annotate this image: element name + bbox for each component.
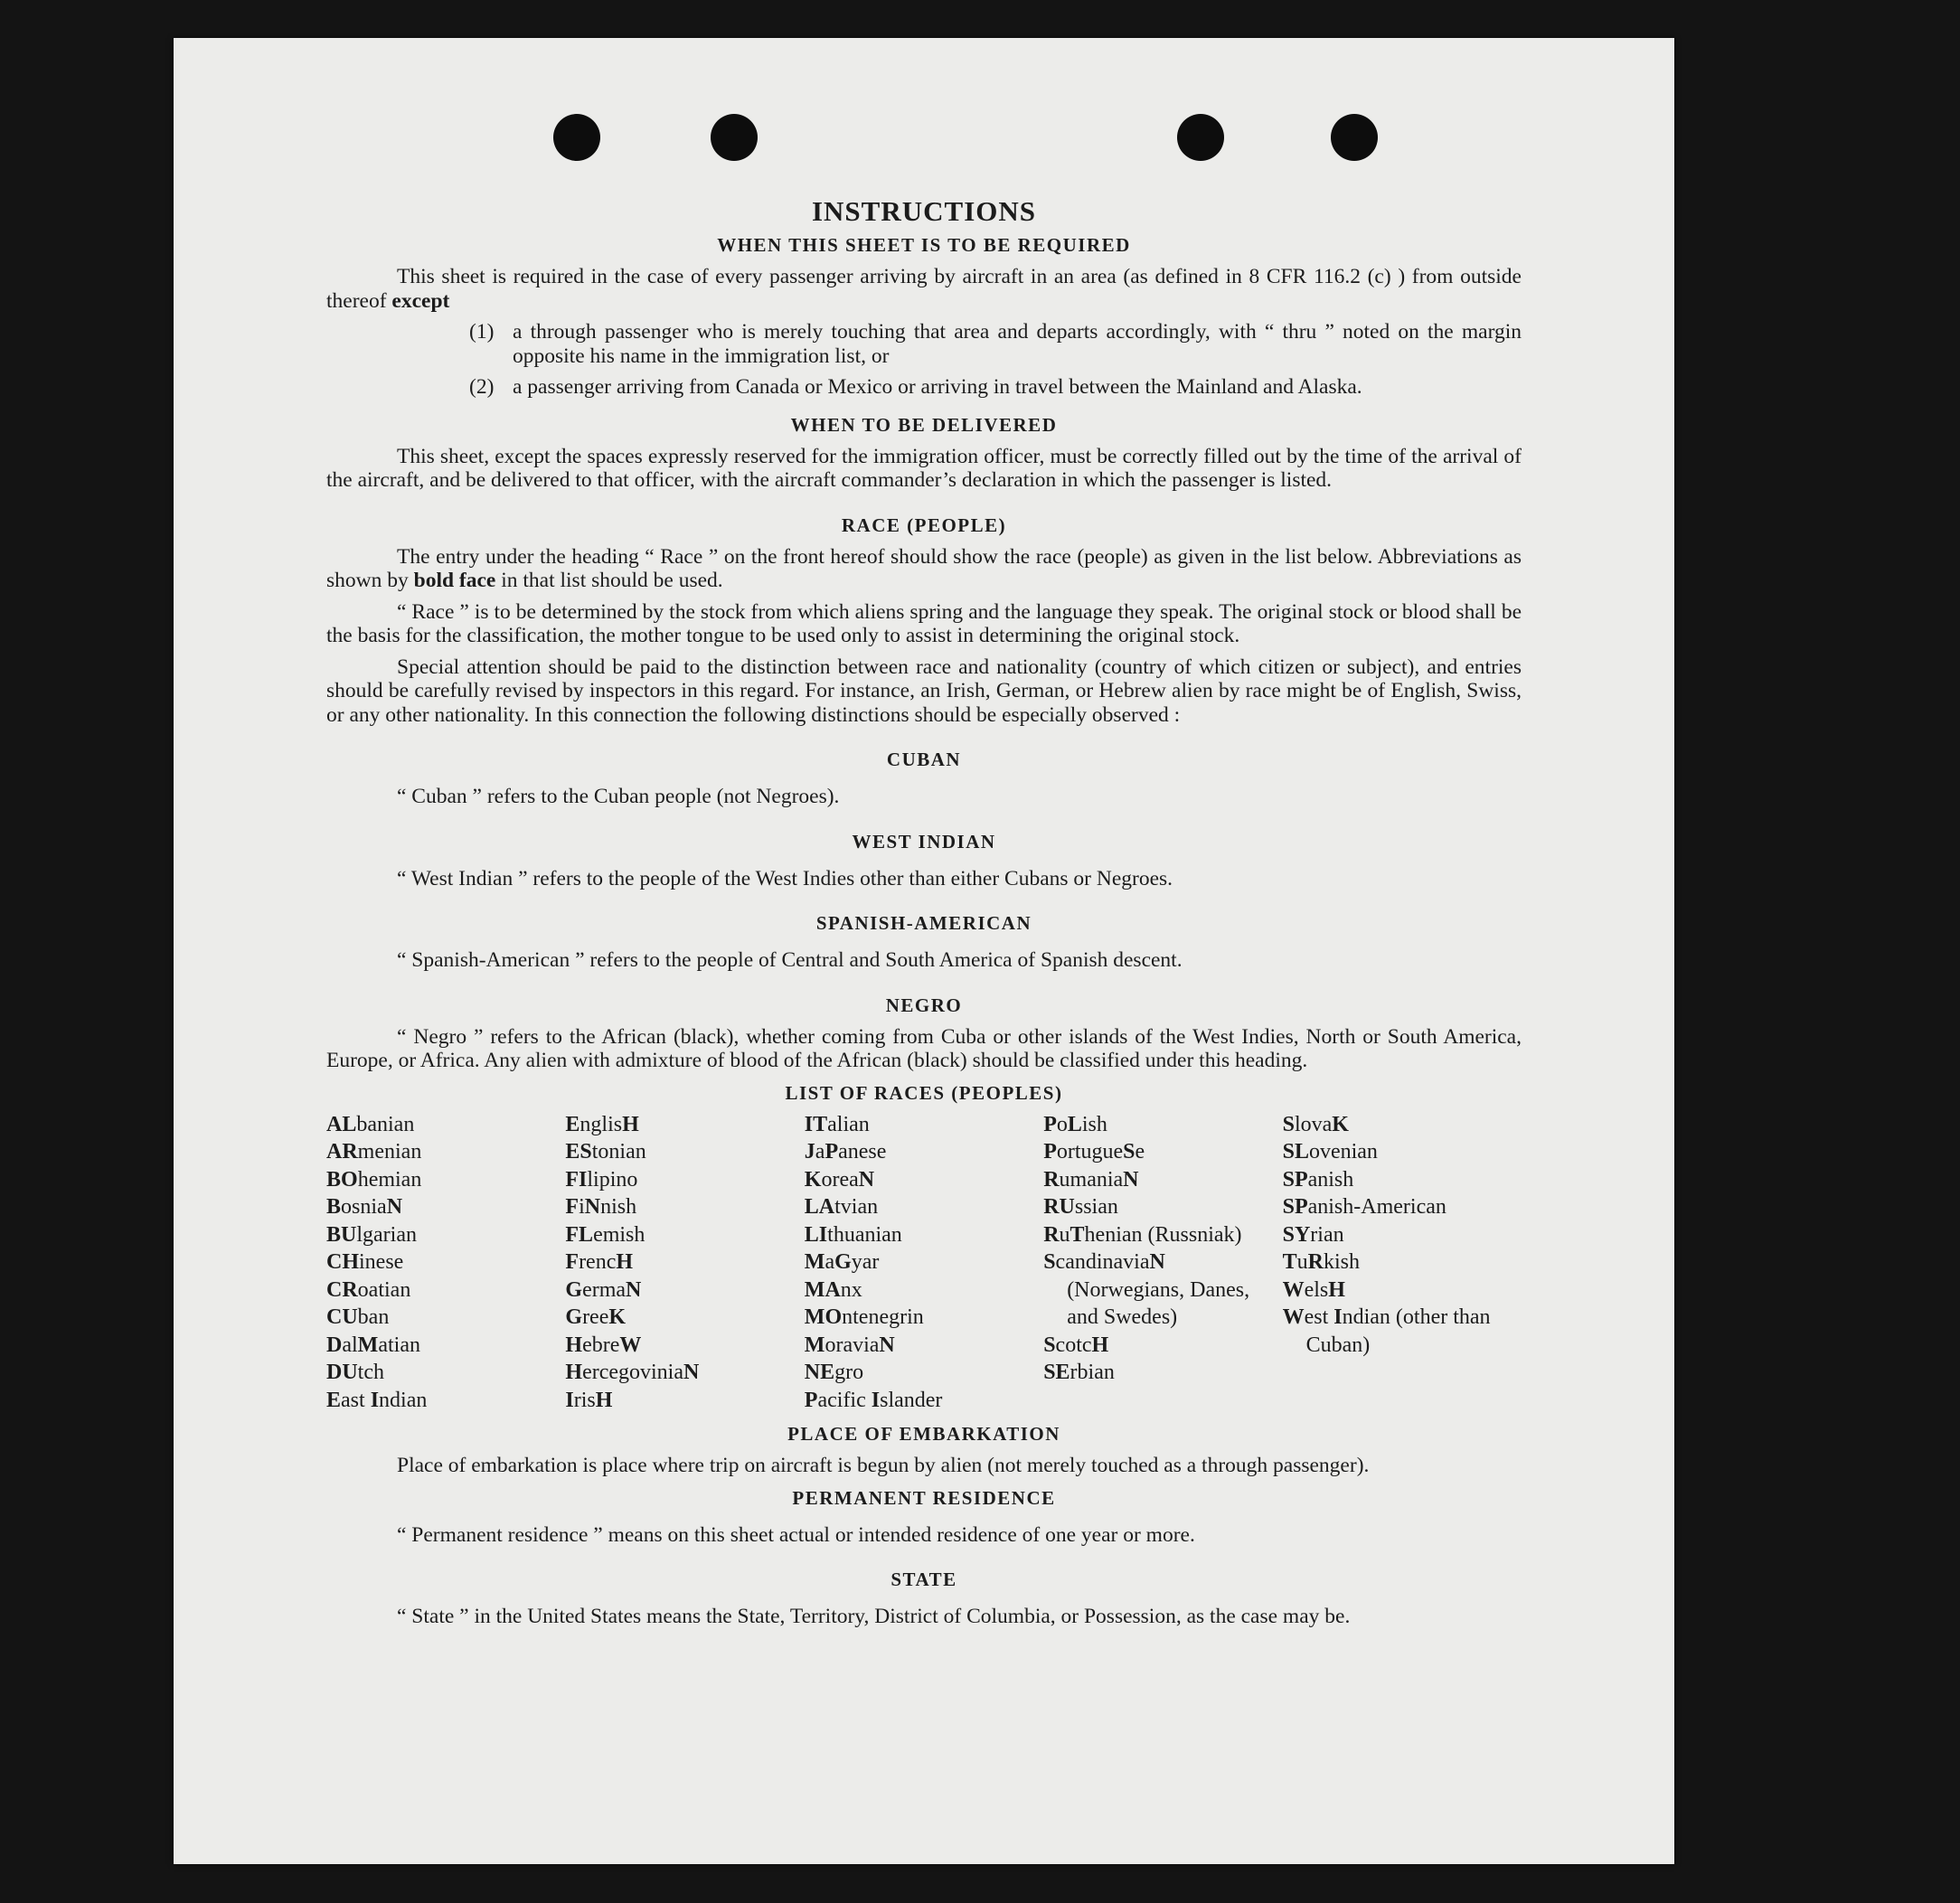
race-entry: EStonian	[565, 1140, 646, 1163]
race-entry: BOhemian	[326, 1167, 422, 1192]
race-list-column	[326, 1111, 565, 1415]
punch-hole	[553, 114, 600, 161]
document-page	[174, 38, 1674, 1864]
race-entry: WelsH	[1282, 1277, 1345, 1302]
race-entry: SlovaK	[1282, 1112, 1349, 1136]
state-text: “ State ” in the United States means the State, Territory, District of Columbia, or Possession, as the case may be.	[397, 1605, 1351, 1628]
race-entry: SYrian	[1282, 1222, 1344, 1247]
race-list-column	[1043, 1111, 1282, 1415]
race-entry: GreeK	[565, 1305, 627, 1329]
race-entry: BosniaN	[326, 1195, 403, 1219]
heading-embarkation: PLACE OF EMBARKATION	[787, 1423, 1060, 1445]
heading-west-indian: WEST INDIAN	[852, 830, 996, 853]
race-entry: RUssian	[1043, 1195, 1118, 1219]
race-entry: RuThenian (Russniak)	[1043, 1222, 1242, 1247]
punch-hole	[1331, 114, 1378, 161]
race-entry: SLovenian	[1282, 1140, 1378, 1163]
race-list-column	[1283, 1111, 1522, 1415]
race-entry: SPanish	[1282, 1167, 1354, 1192]
residence-text: “ Permanent residence ” means on this sheet actual or intended residence of one year or more.	[397, 1522, 1195, 1547]
page-title: INSTRUCTIONS	[811, 195, 1036, 227]
delivered-text: This sheet, except the spaces expressly reserved for the immigration officer, must be correctly filled out by the time of the arrival of the aircraft, and be delivered to that officer, with the aircraft commander’s declaration in which the passenger is listed.	[326, 444, 1522, 492]
instructions-content	[326, 155, 1522, 1629]
race-entry: MAnx	[804, 1277, 862, 1302]
cuban-text: “ Cuban ” refers to the Cuban people (not Negroes).	[397, 785, 840, 808]
spanish-american-text: “ Spanish-American ” refers to the people of Central and South America of Spanish descent.	[397, 948, 1183, 972]
heading-state: STATE	[890, 1569, 957, 1590]
race-list	[326, 1111, 1522, 1415]
race-paragraph-2: “ Race ” is to be determined by the stock from which aliens spring and the language they speak. The original stock or blood shall be the basis for the classification, the mother tongue to be used only to assist in determining the original stock.	[326, 599, 1522, 647]
race-entry: DalMatian	[326, 1333, 420, 1357]
heading-spanish-american: SPANISH-AMERICAN	[815, 912, 1032, 934]
race-entry: DUtch	[326, 1361, 384, 1384]
race-entry: BUlgarian	[326, 1222, 417, 1247]
heading-residence: PERMANENT RESIDENCE	[792, 1486, 1056, 1509]
race-entry: ARmenian	[326, 1140, 422, 1163]
race-entry: MOntenegrin	[804, 1305, 924, 1329]
race-entry: TuRkish	[1282, 1250, 1360, 1274]
race-entry: ScotcH	[1043, 1333, 1109, 1357]
race-entry: MaGyar	[804, 1250, 880, 1274]
heading-delivered: WHEN TO BE DELIVERED	[790, 413, 1058, 436]
negro-text: “ Negro ” refers to the African (black), whether coming from Cuba or other islands of the West Indies, North or South America, Europe, or Africa. Any alien with admixture of blood of the African (black) should be classified under this heading.	[326, 1024, 1522, 1072]
embarkation-text: Place of embarkation is place where trip on aircraft is begun by alien (not merely touched as a through passenger).	[397, 1454, 1370, 1477]
race-entry: IrisH	[565, 1388, 613, 1412]
race-entry: HercegoviniaN	[565, 1361, 700, 1384]
exception-item-2: (2) a passenger arriving from Canada or Mexico or arriving in travel between the Mainland and Alaska.	[469, 375, 1362, 399]
race-entry: FiNnish	[565, 1195, 637, 1219]
race-entry: East Indian	[326, 1388, 428, 1412]
heading-cuban: CUBAN	[886, 749, 962, 770]
race-entry: CHinese	[326, 1250, 404, 1274]
heading-race-list: LIST OF RACES (PEOPLES)	[785, 1081, 1063, 1104]
race-entry: CRoatian	[326, 1277, 411, 1302]
heading-negro: NEGRO	[885, 994, 963, 1016]
race-entry: KoreaN	[804, 1167, 875, 1192]
race-entry: ALbanian	[326, 1112, 415, 1136]
race-entry: PoLish	[1043, 1112, 1107, 1136]
punch-hole	[711, 114, 758, 161]
exception-item-1: (1) a through passenger who is merely touching that area and departs accordingly, with “ thru ” noted on the margin opposite his name in the immigration list, or	[469, 320, 1522, 368]
race-list-column	[565, 1111, 804, 1415]
race-entry: LIthuanian	[804, 1222, 902, 1247]
race-entry: SErbian	[1043, 1361, 1115, 1384]
race-entry: EnglisH	[565, 1112, 639, 1136]
punch-hole	[1177, 114, 1224, 161]
heading-race: RACE (PEOPLE)	[841, 513, 1007, 536]
heading-required: WHEN THIS SHEET IS TO BE REQUIRED	[717, 234, 1131, 256]
race-entry: ITalian	[804, 1112, 870, 1136]
race-entry: SPanish-American	[1282, 1195, 1446, 1219]
race-entry: FIlipino	[565, 1167, 638, 1192]
west-indian-text: “ West Indian ” refers to the people of the West Indies other than either Cubans or Negroes.	[397, 866, 1173, 890]
race-entry: LAtvian	[804, 1195, 879, 1219]
race-entry: HebreW	[565, 1333, 642, 1357]
race-paragraph-1: The entry under the heading “ Race ” on the front hereof should show the race (people) as given in the list below. Abbreviations as shown by bold face in that list should be used.	[326, 544, 1522, 592]
race-entry: West Indian (other than Cuban)	[1282, 1305, 1491, 1357]
race-paragraph-3: Special attention should be paid to the distinction between race and nationality (country of which citizen or subject), and entries should be carefully revised by inspectors in this regard. For instance, an Irish, German, or Hebrew alien by race might be of English, Swiss, or any other nationality. In this connection the following distinctions should be especially observed :	[326, 655, 1522, 727]
race-entry: RumaniaN	[1043, 1167, 1139, 1192]
required-intro: This sheet is required in the case of every passenger arriving by aircraft in an area (as defined in 8 CFR 116.2 (c) ) from outside thereof except	[326, 265, 1522, 313]
race-list-column	[805, 1111, 1043, 1415]
race-entry: JaPanese	[804, 1140, 887, 1163]
race-entry: FrencH	[565, 1250, 634, 1274]
race-entry: FLemish	[565, 1222, 645, 1247]
race-entry: GermaN	[565, 1277, 642, 1302]
race-entry: CUban	[326, 1305, 390, 1329]
race-entry: Pacific Islander	[804, 1388, 943, 1412]
race-entry: NEgro	[804, 1361, 864, 1384]
race-entry: MoraviaN	[804, 1333, 895, 1357]
race-entry: PortugueSe	[1043, 1140, 1145, 1163]
race-entry: ScandinaviaN (Norwegians, Danes, and Swedes)	[1043, 1250, 1250, 1329]
